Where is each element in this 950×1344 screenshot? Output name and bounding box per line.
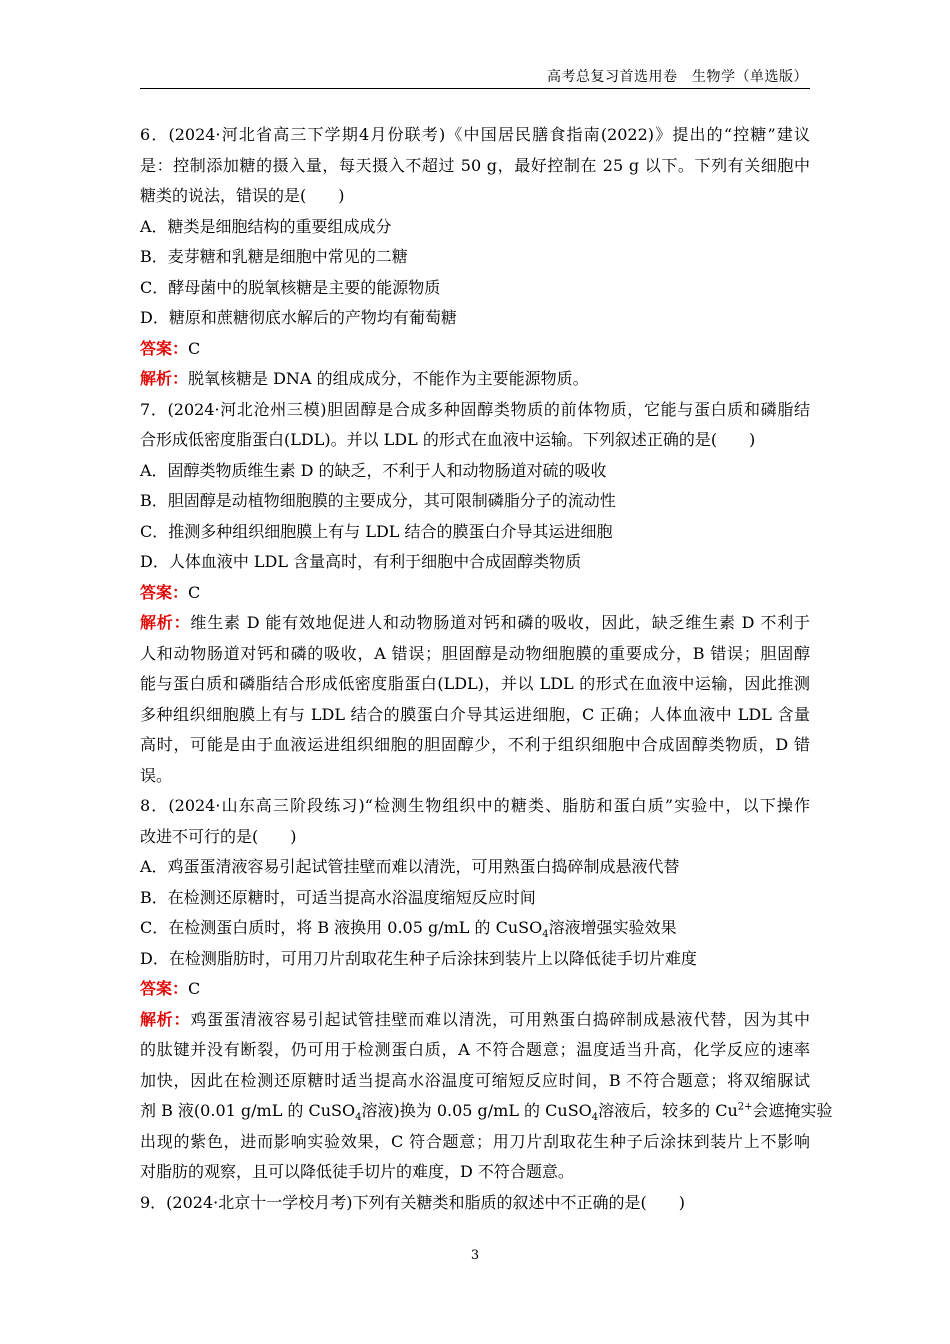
question-7-analysis-line-1 — [140, 608, 810, 639]
answer-label: 答案： — [140, 979, 189, 998]
question-6-option-b: B．麦芽糖和乳糖是细胞中常见的二糖 — [140, 247, 408, 266]
question-7-answer — [140, 578, 810, 609]
page-content — [140, 120, 833, 1218]
question-8-analysis-line-4: 剂 B 液(0.01 g/mL 的 CuSO$_4$溶液)换为 0.05 g/mL 的 CuSO$_4$溶液后，较多的 $Cu^{2+}$会遮掩实验 — [140, 1101, 833, 1124]
question-7-analysis-line-5: 高时，可能是由于血液运进组织细胞的胆固醇少，不利于组织细胞中合成固醇类物质，D 错 — [140, 735, 810, 754]
question-7-option-c: C．推测多种组织细胞膜上有与 LDL 结合的膜蛋白介导其运进细胞 — [140, 521, 613, 541]
answer-value: C — [188, 582, 201, 602]
answer-value: C — [188, 338, 201, 358]
question-8-stem-line-2: 改进不可行的是( ) — [140, 826, 297, 846]
question-6-stem-line-1: 6．(2024·河北省高三下学期4月份联考)《中国居民膳食指南(2022)》提出的“控糖”建议 — [140, 125, 810, 144]
question-6-stem-line-3: 糖类的说法，错误的是( ) — [140, 186, 345, 205]
analysis-label: 解析： — [140, 1009, 191, 1029]
question-7-analysis-line-4: 多种组织细胞膜上有与 LDL 结合的膜蛋白介导其运进细胞，C 正确；人体血液中 LDL 含量 — [140, 704, 810, 724]
question-8-analysis-line-3: 加快，因此在检测还原糖时适当提高水浴温度可缩短反应时间，B 不符合题意；将双缩脲试 — [140, 1070, 810, 1090]
analysis-label: 解析： — [140, 369, 189, 388]
question-8-option-a: A．鸡蛋蛋清液容易引起试管挂壁而难以清洗，可用熟蛋白捣碎制成悬液代替 — [140, 857, 680, 876]
question-9-stem-line-1: 9．(2024·北京十一学校月考)下列有关糖类和脂质的叙述中不正确的是( ) — [140, 1192, 685, 1212]
header-title: 高考总复习首选用卷 生物学（单选版） — [547, 69, 808, 85]
analysis-text: 鸡蛋蛋清液容易引起试管挂壁而难以清洗，可用熟蛋白捣碎制成悬液代替，因为其中 — [190, 1009, 810, 1029]
page-number: 3 — [470, 1248, 480, 1263]
analysis-label: 解析： — [140, 613, 191, 632]
question-7-analysis-line-2: 人和动物肠道对钙和磷的吸收，A 错误；胆固醇是动物细胞膜的重要成分，B 错误；胆固醇 — [140, 643, 810, 663]
question-7-option-d: D．人体血液中 LDL 含量高时，有利于细胞中合成固醇类物质 — [140, 552, 582, 571]
question-8-stem-line-1: 8．(2024·山东高三阶段练习)“检测生物组织中的糖类、脂肪和蛋白质”实验中，以下操作 — [140, 796, 810, 815]
question-7-option-a: A．固醇类物质维生素 D 的缺乏，不利于人和动物肠道对硫的吸收 — [140, 460, 607, 480]
question-8-analysis-line-6: 对脂肪的观察，且可以降低徒手切片的难度，D 不符合题意。 — [140, 1162, 574, 1181]
question-7-analysis-line-3: 能与蛋白质和磷脂结合形成低密度脂蛋白(LDL)，并以 LDL 的形式在血液中运输，因此推测 — [140, 674, 810, 693]
question-7-stem-line-2: 合形成低密度脂蛋白(LDL)。并以 LDL 的形式在血液中运输。下列叙述正确的是( ) — [140, 430, 756, 449]
question-6-option-a: A．糖类是细胞结构的重要组成成分 — [140, 216, 392, 236]
page-header — [140, 66, 810, 89]
question-8-analysis-line-5: 出现的紫色，进而影响实验效果，C 符合题意；用刀片刮取花生种子后涂抹到装片上不影响 — [140, 1131, 810, 1151]
question-8-option-d: D．在检测脂肪时，可用刀片刮取花生种子后涂抹到装片上以降低徒手切片难度 — [140, 948, 697, 968]
question-6-option-c: C．酵母菌中的脱氧核糖是主要的能源物质 — [140, 277, 441, 297]
question-8-option-b: B．在检测还原糖时，可适当提高水浴温度缩短反应时间 — [140, 887, 536, 907]
question-7-option-b: B．胆固醇是动植物细胞膜的主要成分，其可限制磷脂分子的流动性 — [140, 491, 616, 510]
question-8-analysis-line-2: 的肽键并没有断裂，仍可用于检测蛋白质，A 不符合题意；温度适当升高，化学反应的速率 — [140, 1040, 810, 1059]
answer-label: 答案： — [140, 338, 189, 358]
question-8-option-c: C．在检测蛋白质时，将 B 液换用 0.05 g/mL 的 CuSO$_4$溶液增强实验效果 — [140, 918, 677, 941]
answer-label: 答案： — [140, 582, 189, 602]
question-6-analysis — [140, 364, 810, 395]
analysis-text: 脱氧核糖是 DNA 的组成成分，不能作为主要能源物质。 — [188, 369, 589, 388]
question-6-stem-line-2: 是：控制添加糖的摄入量，每天摄入不超过 50 g，最好控制在 25 g 以下。下列有关细胞中 — [140, 155, 810, 175]
question-8-analysis-line-1 — [140, 1005, 810, 1036]
question-7-analysis-line-6: 误。 — [140, 765, 173, 785]
analysis-text: 维生素 D 能有效地促进人和动物肠道对钙和磷的吸收，因此，缺乏维生素 D 不利于 — [190, 613, 810, 632]
question-8-answer — [140, 974, 810, 1005]
question-6-answer — [140, 334, 810, 365]
answer-value: C — [188, 979, 201, 998]
question-6-option-d: D．糖原和蔗糖彻底水解后的产物均有葡萄糖 — [140, 308, 457, 327]
question-7-stem-line-1: 7．(2024·河北沧州三模)胆固醇是合成多种固醇类物质的前体物质，它能与蛋白质和磷脂结 — [140, 399, 810, 419]
